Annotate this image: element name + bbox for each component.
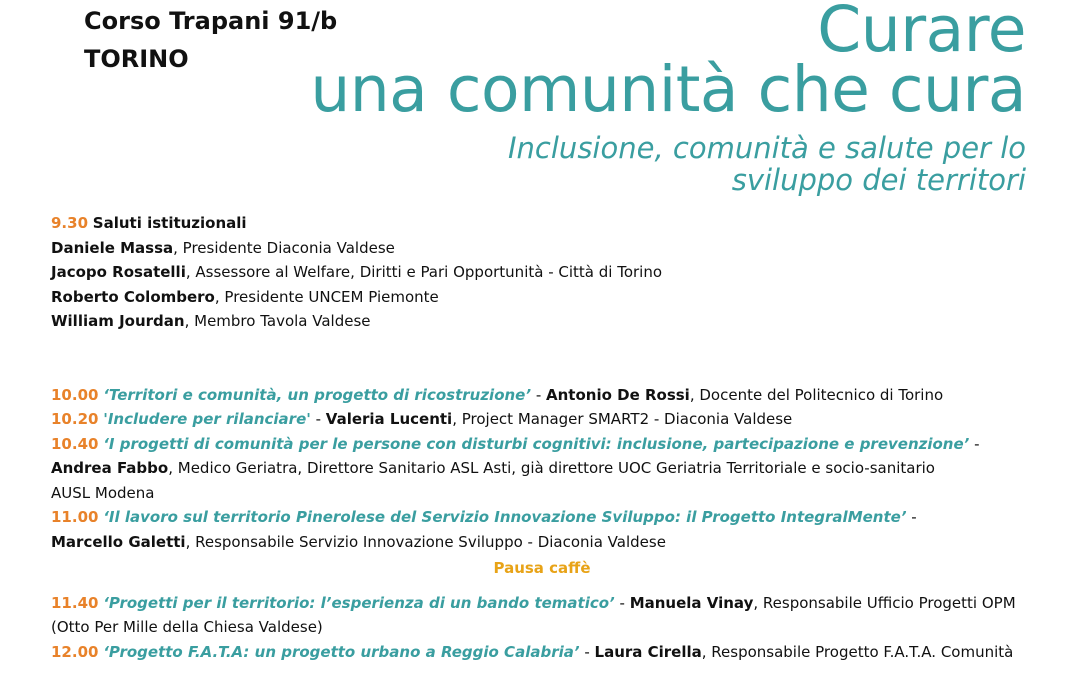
opening-speaker: [51, 260, 1061, 285]
speaker-name: Marcello Galetti: [51, 532, 186, 551]
venue-city: TORINO: [84, 45, 189, 73]
speaker-name: Antonio De Rossi: [546, 385, 690, 404]
opening-speaker: [51, 236, 1061, 261]
talk-separator: -: [579, 642, 595, 661]
speaker-name: Manuela Vinay: [629, 593, 754, 612]
speaker-role: , Responsabile Ufficio Progetti OPM: [753, 593, 1016, 612]
session-title: Saluti istituzionali: [92, 214, 247, 232]
coffee-break: Pausa caffè: [493, 559, 591, 577]
talk-speaker-line: [51, 481, 1061, 506]
talk-time: 11.40: [51, 593, 99, 612]
speaker-name: Daniele Massa: [51, 238, 174, 257]
talk-title: ‘I progetti di comunità per le persone con disturbi cognitivi: inclusione, partecipazione e prevenzione’: [103, 434, 970, 453]
speaker-name: Roberto Colombero: [51, 287, 215, 306]
opening-speaker: [51, 309, 1061, 334]
talk-separator: -: [906, 508, 917, 526]
venue-address: Corso Trapani 91/b: [84, 7, 338, 35]
opening-speaker: [51, 285, 1061, 310]
speaker-role: , Presidente Diaconia Valdese: [173, 238, 395, 257]
talk-title: 'Includere per rilanciare': [103, 410, 311, 428]
opening-session: [51, 211, 1061, 236]
venue-block: [84, 2, 337, 78]
speaker-role: , Presidente UNCEM Piemonte: [214, 287, 439, 306]
event-subtitle-line-1: Inclusione, comunità e salute per lo: [508, 131, 1026, 165]
talk-separator: -: [531, 385, 547, 404]
speaker-role: , Membro Tavola Valdese: [184, 312, 371, 330]
talk-title: ‘Progetto F.A.T.A: un progetto urbano a Reggio Calabria’: [103, 642, 580, 661]
speaker-role: , Project Manager SMART2 - Diaconia Valdese: [452, 410, 793, 428]
speaker-name: Andrea Fabbo: [51, 459, 169, 477]
talk-speaker-line: [51, 530, 1061, 555]
talk-time: 10.40: [51, 434, 99, 453]
program: [51, 211, 1061, 664]
talk-item: [51, 505, 1061, 530]
event-title-line-1: Curare: [817, 0, 1026, 66]
speaker-name: William Jourdan: [51, 312, 185, 330]
speaker-name: Valeria Lucenti: [325, 410, 453, 428]
speaker-role: , Assessore al Welfare, Diritti e Pari Opportunità - Città di Torino: [185, 263, 663, 281]
speaker-name: Laura Cirella: [594, 642, 702, 661]
session-time: 9.30: [51, 214, 89, 232]
talk-separator: -: [310, 410, 326, 428]
talk-separator: -: [969, 434, 980, 453]
speaker-role: , Medico Geriatra, Direttore Sanitario ASL Asti, già direttore UOC Geriatria Territoriale e socio-sanitario: [168, 459, 935, 477]
talk-time: 10.20: [51, 410, 99, 428]
event-subtitle-line-2: sviluppo dei territori: [731, 163, 1026, 197]
talk-separator: -: [614, 593, 630, 612]
talk-item: [51, 432, 1061, 457]
talk-title: ‘Territori e comunità, un progetto di ricostruzione’: [103, 385, 532, 404]
speaker-role: , Docente del Politecnico di Torino: [689, 385, 944, 404]
speaker-role: , Responsabile Progetto F.A.T.A. Comunità: [701, 642, 1014, 661]
event-title-line-2: una comunità che cura: [310, 53, 1026, 126]
title-block: [310, 0, 1026, 196]
talk-item: [51, 640, 1061, 665]
speaker-role-continued: AUSL Modena: [51, 483, 155, 502]
speaker-name: Jacopo Rosatelli: [51, 263, 186, 281]
talk-title: ‘Progetti per il territorio: l’esperienza di un bando tematico’: [103, 593, 615, 612]
event-subtitle: [310, 132, 1026, 196]
talk-speaker-line: [51, 615, 1061, 640]
talk-time: 11.00: [51, 508, 99, 526]
talk-speaker-line: [51, 456, 1061, 481]
talk-item: [51, 383, 1061, 408]
speaker-role: , Responsabile Servizio Innovazione Sviluppo - Diaconia Valdese: [185, 532, 666, 551]
speaker-role-continued: (Otto Per Mille della Chiesa Valdese): [51, 618, 323, 636]
talk-title: ‘Il lavoro sul territorio Pinerolese del Servizio Innovazione Sviluppo: il Progetto IntegralMente’: [103, 508, 907, 526]
talk-time: 12.00: [51, 642, 99, 661]
talk-item: [51, 407, 1061, 432]
talk-time: 10.00: [51, 385, 99, 404]
talk-item: [51, 591, 1061, 616]
